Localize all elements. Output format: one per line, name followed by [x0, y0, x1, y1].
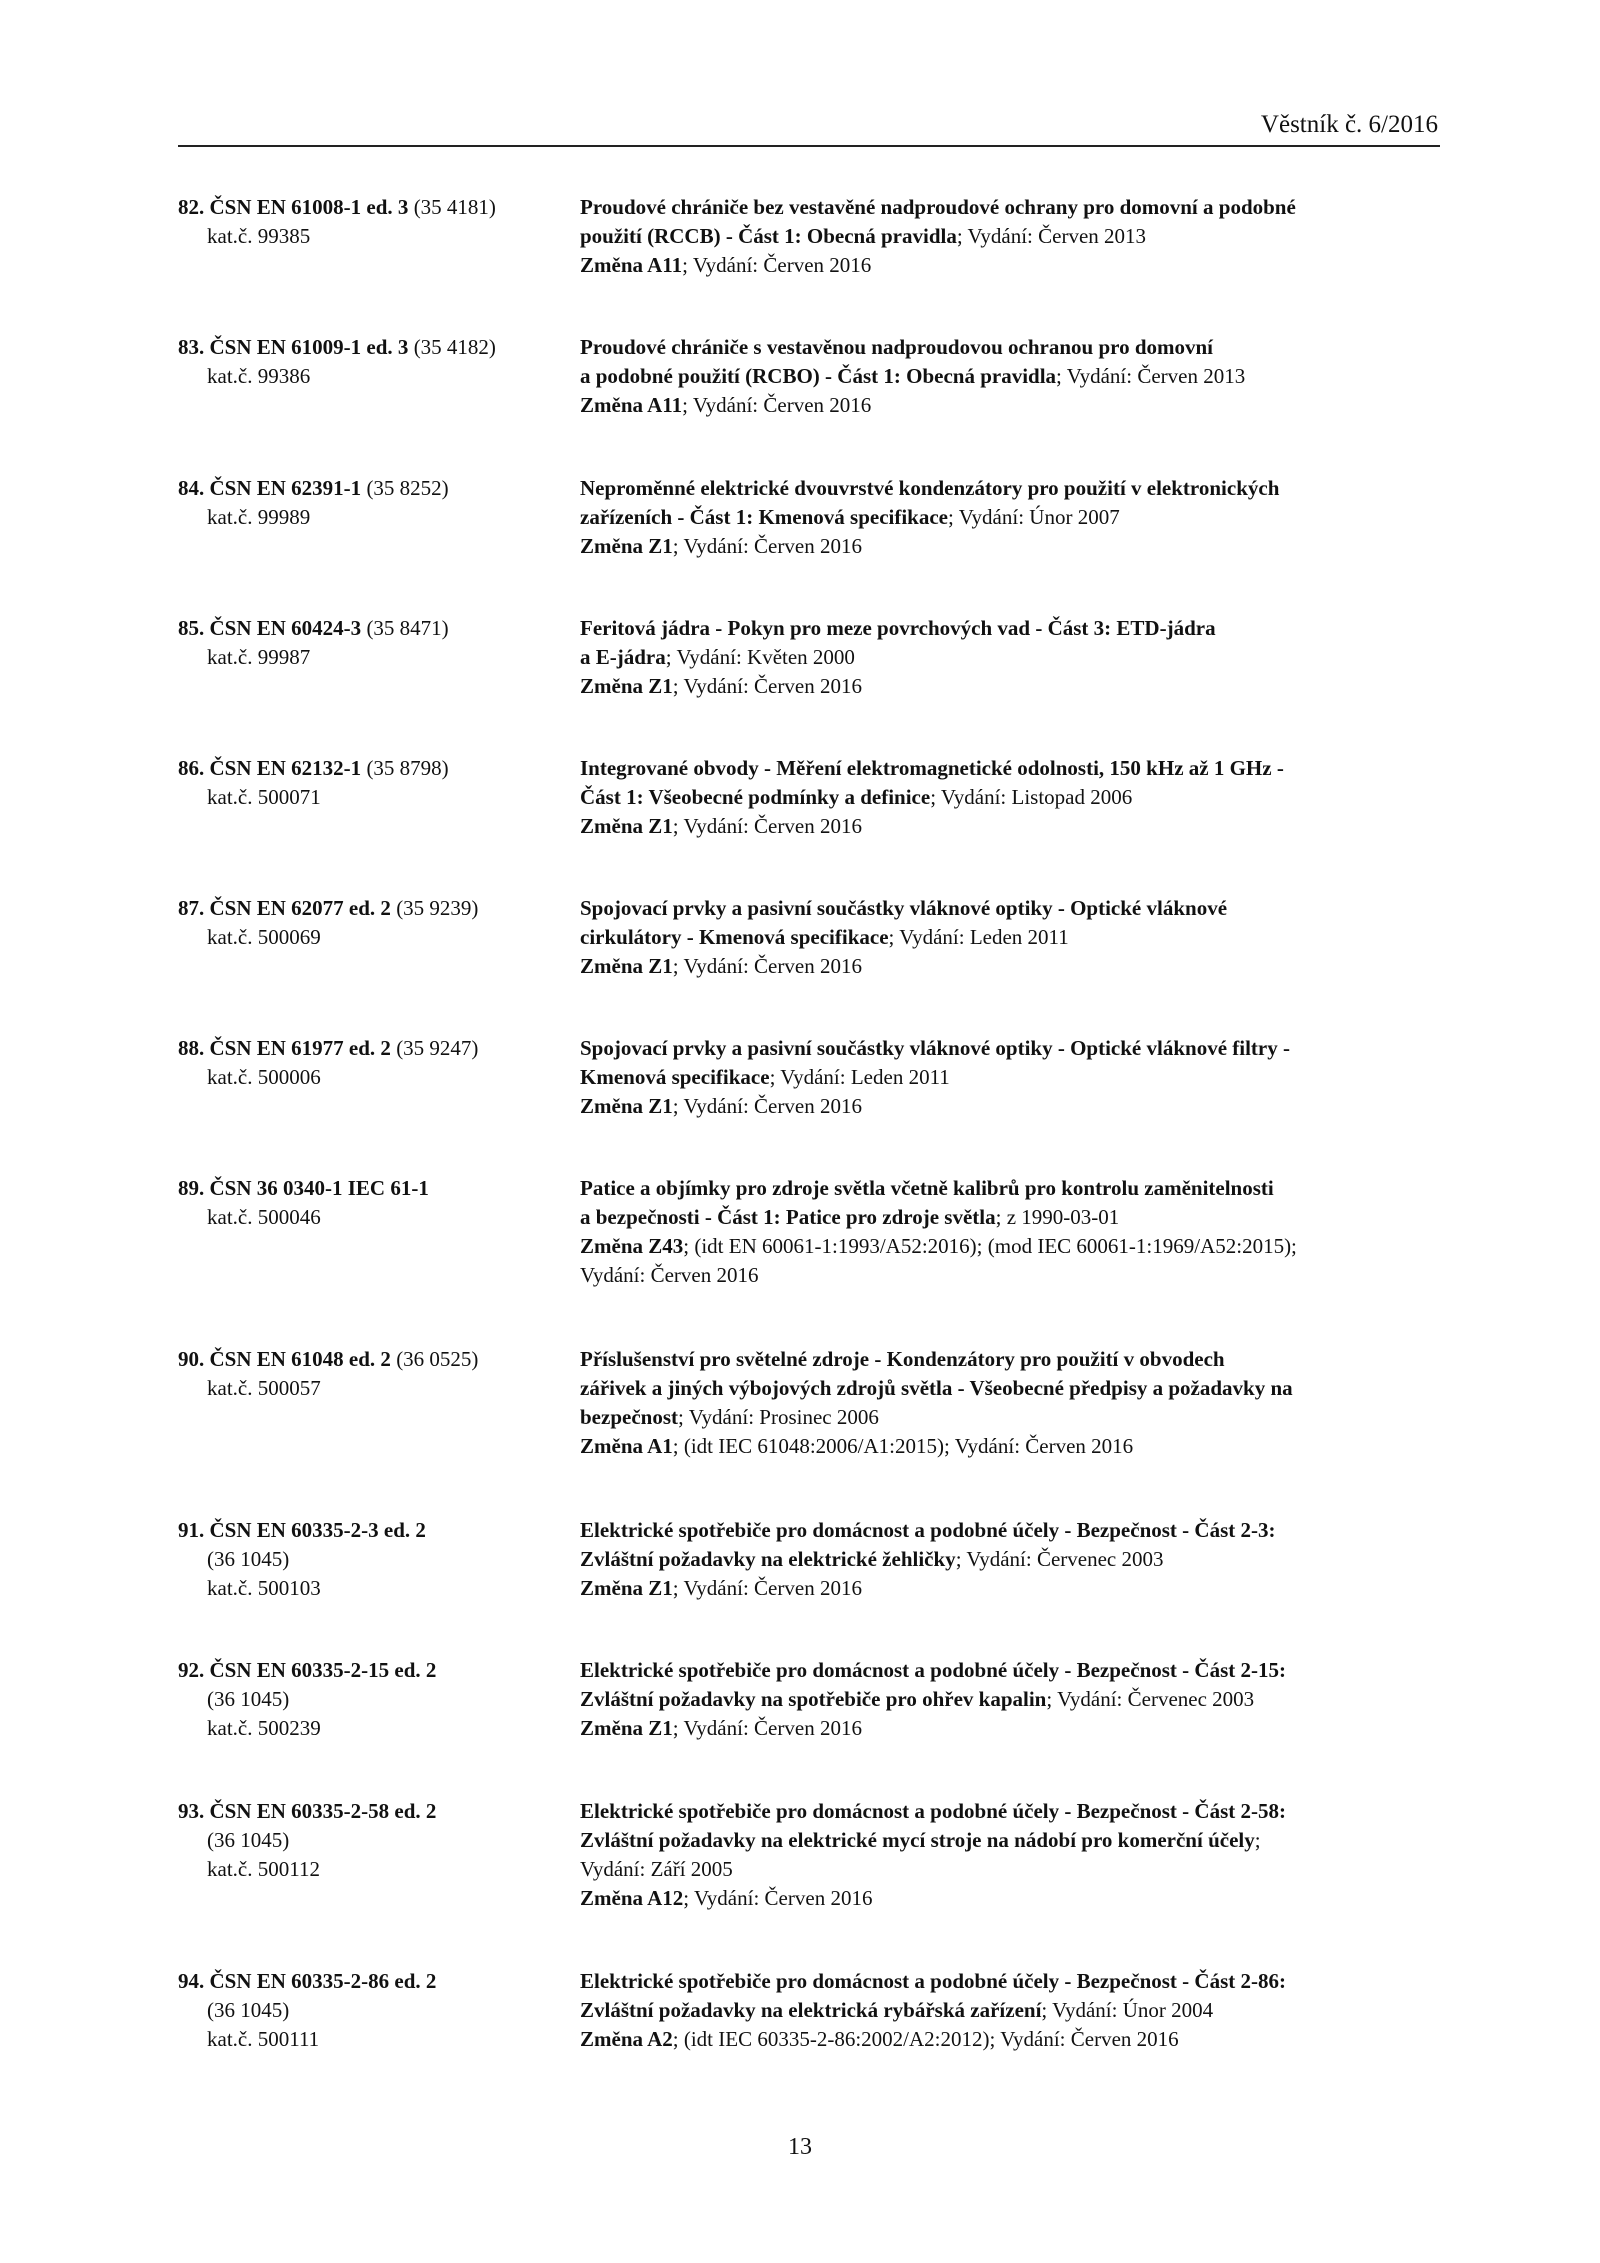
entry-number: 90.: [178, 1347, 205, 1371]
entry-number: 82.: [178, 195, 205, 219]
classification-code: (36 1045): [207, 1687, 290, 1711]
entry-number: 84.: [178, 476, 205, 500]
classification-code: (35 8798): [366, 756, 449, 780]
standard-identifier: [178, 474, 568, 532]
description-detail-text: ; Vydání: Červenec 2003: [1046, 1687, 1255, 1711]
description-title-text: cirkulátory - Kmenová specifikace: [580, 925, 889, 949]
description-title-text: Feritová jádra - Pokyn pro meze povrchových vad - Část 3: ETD-jádra: [580, 616, 1216, 640]
page-number: 13: [788, 2134, 812, 2160]
description-line: [580, 672, 1440, 701]
classification-code: (36 1045): [207, 1998, 290, 2022]
description-title-text: Změna A12: [580, 1886, 684, 1910]
standard-code: ČSN EN 60335-2-58 ed. 2: [209, 1799, 437, 1823]
classification-code: (35 4182): [413, 335, 496, 359]
standard-designation-line: [178, 1034, 568, 1063]
description-title-text: Proudové chrániče bez vestavěné nadproudové ochrany pro domovní a podobné: [580, 195, 1296, 219]
description-title-text: Příslušenství pro světelné zdroje - Kondenzátory pro použití v obvodech: [580, 1347, 1225, 1371]
description-title-text: zářivek a jiných výbojových zdrojů světla - Všeobecné předpisy a požadavky na: [580, 1376, 1293, 1400]
description-title-text: Změna Z1: [580, 954, 673, 978]
standard-description: [580, 474, 1440, 561]
standard-description: [580, 1967, 1440, 2054]
description-line: [580, 222, 1440, 251]
description-title-text: Zvláštní požadavky na elektrická rybářská zařízení: [580, 1998, 1042, 2022]
description-title-text: Elektrické spotřebiče pro domácnost a podobné účely - Bezpečnost - Část 2-3:: [580, 1518, 1276, 1542]
description-line: [580, 1092, 1440, 1121]
standard-code: ČSN EN 62132-1: [209, 756, 362, 780]
standard-identifier: [178, 333, 568, 391]
description-detail-text: Vydání: Červen 2016: [580, 1263, 759, 1287]
description-title-text: Spojovací prvky a pasivní součástky vláknové optiky - Optické vláknové: [580, 896, 1228, 920]
description-line: [580, 1967, 1440, 1996]
description-line: [580, 1034, 1440, 1063]
description-title-text: Neproměnné elektrické dvouvrstvé kondenzátory pro použití v elektronických: [580, 476, 1280, 500]
standard-designation-line: [178, 1656, 568, 1685]
catalog-number: kat.č. 99386: [207, 364, 311, 388]
description-detail-text: ; Vydání: Prosinec 2006: [678, 1405, 879, 1429]
catalog-number: kat.č. 500103: [207, 1576, 321, 1600]
description-detail-text: ; Vydání: Červen 2016: [682, 253, 872, 277]
description-line: [580, 1685, 1440, 1714]
standard-code: ČSN EN 60335-2-15 ed. 2: [209, 1658, 437, 1682]
standard-designation-line: [178, 1516, 568, 1545]
description-line: [580, 1656, 1440, 1685]
description-title-text: Změna Z1: [580, 534, 673, 558]
standard-description: [580, 1656, 1440, 1743]
standard-designation-line: [178, 1967, 568, 1996]
description-title-text: Změna A11: [580, 393, 683, 417]
standard-identifier: [178, 1656, 568, 1743]
catalog-number: kat.č. 99385: [207, 224, 311, 248]
description-line: [580, 251, 1440, 280]
description-line: [580, 643, 1440, 672]
catalog-number: kat.č. 500112: [207, 1857, 320, 1881]
description-line: [580, 1403, 1440, 1432]
description-line: [580, 362, 1440, 391]
description-title-text: Změna Z1: [580, 1716, 673, 1740]
description-title-text: Proudové chrániče s vestavěnou nadproudovou ochranou pro domovní: [580, 335, 1214, 359]
standard-designation-line: [178, 754, 568, 783]
description-detail-text: ; Vydání: Červen 2016: [672, 1576, 862, 1600]
description-detail-text: ; (idt EN 60061-1:1993/A52:2016); (mod IEC 60061-1:1969/A52:2015);: [683, 1234, 1297, 1258]
standard-identifier: [178, 1345, 568, 1403]
standard-designation-line: [178, 894, 568, 923]
description-line: [580, 754, 1440, 783]
description-line: [580, 1574, 1440, 1603]
description-line: [580, 503, 1440, 532]
catalog-number: kat.č. 500006: [207, 1065, 321, 1089]
description-detail-text: ; Vydání: Listopad 2006: [930, 785, 1133, 809]
standard-identifier: [178, 614, 568, 672]
classification-code: (35 8252): [366, 476, 449, 500]
classification-code: (36 1045): [207, 1828, 290, 1852]
standard-identifier: [178, 1034, 568, 1092]
description-detail-text: ; (idt IEC 60335-2-86:2002/A2:2012); Vydání: Červen 2016: [672, 2027, 1179, 2051]
entry-number: 93.: [178, 1799, 205, 1823]
standard-designation-line: [178, 1797, 568, 1826]
description-title-text: zařízeních - Část 1: Kmenová specifikace: [580, 505, 949, 529]
classification-code: (35 8471): [366, 616, 449, 640]
description-line: [580, 1855, 1440, 1884]
description-detail-text: ; Vydání: Červen 2016: [672, 674, 862, 698]
description-line: [580, 474, 1440, 503]
description-title-text: Změna A11: [580, 253, 683, 277]
description-detail-text: ; Vydání: Červen 2016: [682, 393, 872, 417]
standard-code: ČSN EN 61009-1 ed. 3: [209, 335, 409, 359]
entry-number: 92.: [178, 1658, 205, 1682]
description-title-text: Změna A1: [580, 1434, 673, 1458]
description-title-text: Změna Z1: [580, 1576, 673, 1600]
standard-code: ČSN EN 60424-3: [209, 616, 362, 640]
standard-identifier: [178, 1797, 568, 1884]
standard-code: ČSN EN 60335-2-86 ed. 2: [209, 1969, 437, 1993]
description-line: [580, 1797, 1440, 1826]
standard-code: ČSN EN 62391-1: [209, 476, 362, 500]
description-title-text: Elektrické spotřebiče pro domácnost a podobné účely - Bezpečnost - Část 2-15:: [580, 1658, 1286, 1682]
entry-number: 83.: [178, 335, 205, 359]
standard-identifier: [178, 894, 568, 952]
description-line: [580, 1714, 1440, 1743]
classification-code: (36 1045): [207, 1547, 290, 1571]
standard-code: ČSN EN 62077 ed. 2: [209, 896, 391, 920]
description-title-text: Zvláštní požadavky na elektrické mycí stroje na nádobí pro komerční účely: [580, 1828, 1255, 1852]
description-line: [580, 333, 1440, 362]
catalog-number: kat.č. 500069: [207, 925, 321, 949]
description-title-text: bezpečnost: [580, 1405, 678, 1429]
description-line: [580, 1174, 1440, 1203]
description-line: [580, 1203, 1440, 1232]
description-line: [580, 952, 1440, 981]
description-line: [580, 1884, 1440, 1913]
description-line: [580, 614, 1440, 643]
description-line: [580, 532, 1440, 561]
description-detail-text: ;: [1254, 1828, 1261, 1852]
standard-description: [580, 333, 1440, 420]
description-title-text: Změna A2: [580, 2027, 673, 2051]
standard-code: ČSN EN 61008-1 ed. 3: [209, 195, 409, 219]
standard-designation-line: [178, 1174, 568, 1203]
description-title-text: Část 1: Všeobecné podmínky a definice: [580, 785, 931, 809]
description-detail-text: ; Vydání: Červen 2016: [672, 1094, 862, 1118]
description-line: [580, 2025, 1440, 2054]
description-title-text: Změna Z1: [580, 1094, 673, 1118]
entry-number: 87.: [178, 896, 205, 920]
standard-code: ČSN EN 61048 ed. 2: [209, 1347, 391, 1371]
description-line: [580, 812, 1440, 841]
standard-code: ČSN EN 61977 ed. 2: [209, 1036, 391, 1060]
description-title-text: Změna Z1: [580, 674, 673, 698]
description-detail-text: ; Vydání: Červen 2016: [672, 534, 862, 558]
standard-description: [580, 1345, 1440, 1461]
description-detail-text: ; Vydání: Červen 2016: [672, 954, 862, 978]
description-line: [580, 1996, 1440, 2025]
standard-description: [580, 1174, 1440, 1290]
description-title-text: a bezpečnosti - Část 1: Patice pro zdroje světla: [580, 1205, 996, 1229]
description-title-text: Zvláštní požadavky na spotřebiče pro ohřev kapalin: [580, 1687, 1047, 1711]
catalog-number: kat.č. 500111: [207, 2027, 320, 2051]
description-line: [580, 923, 1440, 952]
description-detail-text: ; Vydání: Červen 2013: [1056, 364, 1246, 388]
description-detail-text: ; Vydání: Květen 2000: [665, 645, 855, 669]
catalog-number: kat.č. 99989: [207, 505, 311, 529]
standard-description: [580, 894, 1440, 981]
description-line: [580, 1063, 1440, 1092]
standard-description: [580, 614, 1440, 701]
catalog-number: kat.č. 500046: [207, 1205, 321, 1229]
classification-code: (35 4181): [413, 195, 496, 219]
catalog-number: kat.č. 500057: [207, 1376, 321, 1400]
description-detail-text: ; Vydání: Červenec 2003: [955, 1547, 1164, 1571]
description-detail-text: ; Vydání: Červen 2016: [683, 1886, 873, 1910]
description-title-text: Kmenová specifikace: [580, 1065, 770, 1089]
description-detail-text: ; Vydání: Červen 2016: [672, 814, 862, 838]
standard-designation-line: [178, 474, 568, 503]
description-line: [580, 1545, 1440, 1574]
description-line: [580, 1232, 1440, 1261]
standard-designation-line: [178, 193, 568, 222]
classification-code: (35 9239): [396, 896, 479, 920]
description-line: [580, 783, 1440, 812]
entry-number: 88.: [178, 1036, 205, 1060]
catalog-number: kat.č. 500071: [207, 785, 321, 809]
description-line: [580, 1432, 1440, 1461]
standard-identifier: [178, 1174, 568, 1232]
standard-description: [580, 1516, 1440, 1603]
description-detail-text: ; Vydání: Únor 2007: [948, 505, 1120, 529]
classification-code: (35 9247): [396, 1036, 479, 1060]
entry-number: 91.: [178, 1518, 205, 1542]
standard-description: [580, 754, 1440, 841]
standard-identifier: [178, 754, 568, 812]
description-title-text: Změna Z1: [580, 814, 673, 838]
description-title-text: použití (RCCB) - Část 1: Obecná pravidla: [580, 224, 957, 248]
description-detail-text: ; (idt IEC 61048:2006/A1:2015); Vydání: Červen 2016: [672, 1434, 1134, 1458]
description-title-text: a E-jádra: [580, 645, 666, 669]
description-line: [580, 193, 1440, 222]
catalog-number: kat.č. 500239: [207, 1716, 321, 1740]
description-detail-text: ; Vydání: Leden 2011: [888, 925, 1069, 949]
description-line: [580, 1374, 1440, 1403]
entry-number: 86.: [178, 756, 205, 780]
description-title-text: Elektrické spotřebiče pro domácnost a podobné účely - Bezpečnost - Část 2-86:: [580, 1969, 1286, 1993]
standard-code: ČSN EN 60335-2-3 ed. 2: [209, 1518, 426, 1542]
classification-code: (36 0525): [396, 1347, 479, 1371]
description-line: [580, 1516, 1440, 1545]
standard-designation-line: [178, 333, 568, 362]
description-title-text: Patice a objímky pro zdroje světla včetně kalibrů pro kontrolu zaměnitelnosti: [580, 1176, 1274, 1200]
standard-description: [580, 1034, 1440, 1121]
bulletin-title: Věstník č. 6/2016: [1260, 111, 1438, 138]
standard-code: ČSN 36 0340-1 IEC 61-1: [209, 1176, 429, 1200]
description-title-text: Elektrické spotřebiče pro domácnost a podobné účely - Bezpečnost - Část 2-58:: [580, 1799, 1286, 1823]
description-line: [580, 1261, 1440, 1290]
catalog-number: kat.č. 99987: [207, 645, 311, 669]
description-title-text: Integrované obvody - Měření elektromagnetické odolnosti, 150 kHz až 1 GHz -: [580, 756, 1284, 780]
description-detail-text: ; Vydání: Červen 2016: [672, 1716, 862, 1740]
description-line: [580, 1345, 1440, 1374]
standard-description: [580, 1797, 1440, 1913]
description-title-text: Spojovací prvky a pasivní součástky vláknové optiky - Optické vláknové filtry -: [580, 1036, 1290, 1060]
description-line: [580, 1826, 1440, 1855]
description-detail-text: ; Vydání: Červen 2013: [956, 224, 1147, 248]
standard-identifier: [178, 1516, 568, 1603]
description-line: [580, 391, 1440, 420]
entry-number: 89.: [178, 1176, 205, 1200]
description-title-text: Změna Z43: [580, 1234, 684, 1258]
description-detail-text: Vydání: Září 2005: [580, 1857, 733, 1881]
standard-designation-line: [178, 1345, 568, 1374]
description-detail-text: ; Vydání: Leden 2011: [769, 1065, 950, 1089]
standard-identifier: [178, 193, 568, 251]
description-title-text: a podobné použití (RCBO) - Část 1: Obecná pravidla: [580, 364, 1057, 388]
standard-description: [580, 193, 1440, 280]
standard-designation-line: [178, 614, 568, 643]
entry-number: 94.: [178, 1969, 205, 1993]
entry-number: 85.: [178, 616, 205, 640]
description-line: [580, 894, 1440, 923]
description-title-text: Zvláštní požadavky na elektrické žehličky: [580, 1547, 956, 1571]
standard-identifier: [178, 1967, 568, 2054]
description-detail-text: ; Vydání: Únor 2004: [1041, 1998, 1214, 2022]
description-detail-text: ; z 1990-03-01: [995, 1205, 1120, 1229]
header-divider: [178, 145, 1440, 147]
